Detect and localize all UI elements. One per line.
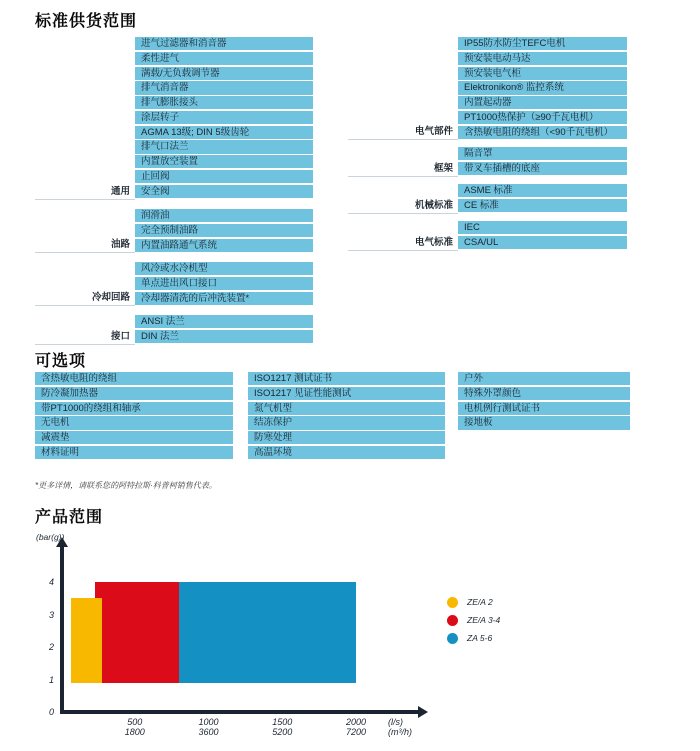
list-item: PT1000热保护（≥90千瓦电机） [458, 111, 627, 124]
list-item: 润滑油 [135, 209, 313, 222]
list-item: 风冷或水冷机型 [135, 262, 313, 275]
group-items-mechanical-standards [458, 184, 627, 214]
y-tick-label: 2 [48, 642, 54, 652]
list-item: 高温环境 [248, 446, 445, 459]
group-items-oil [135, 209, 313, 253]
list-item: 内置油路通气系统 [135, 239, 313, 252]
list-item: 预安装电气柜 [458, 67, 627, 80]
list-item: 带PT1000的绕组和轴承 [35, 402, 233, 415]
supply-group-connection [35, 315, 313, 345]
list-item: 排气膨胀接头 [135, 96, 313, 109]
list-item: 带叉车插槽的底座 [458, 162, 627, 175]
list-item: 防冷凝加热器 [35, 387, 233, 400]
group-label-cooling: 冷却回路 [35, 262, 135, 306]
list-item: 防寒处理 [248, 431, 445, 444]
y-tick-label: 4 [48, 577, 54, 587]
y-tick-label: 3 [48, 609, 54, 620]
list-item: 材料证明 [35, 446, 233, 459]
group-items-electrical [458, 37, 627, 140]
supply-group-cooling [35, 262, 313, 306]
supply-group-frame [348, 147, 627, 177]
list-item: 冷却器清洗的后冲洗装置* [135, 292, 313, 305]
list-item: 含热敏电阻的绕组 [35, 372, 233, 385]
list-item: 特殊外罩颜色 [458, 387, 630, 400]
list-item: 排气口法兰 [135, 140, 313, 153]
list-item: ISO1217 测试证书 [248, 372, 445, 385]
standard-supply-title: 标准供货范围 [35, 13, 138, 30]
group-label-electrical-standards: 电气标准 [348, 221, 458, 251]
supply-group-electrical-standards [348, 221, 627, 251]
list-item: IP55防水防尘TEFC电机 [458, 37, 627, 50]
list-item: AGMA 13级; DIN 5级齿轮 [135, 126, 313, 139]
y-tick-label: 1 [48, 674, 54, 685]
group-label-mechanical-standards: 机械标准 [348, 184, 458, 214]
list-item: Elektronikon® 监控系统 [458, 81, 627, 94]
list-item: ANSI 法兰 [135, 315, 313, 328]
product-range-chart [0, 530, 700, 751]
options-footnote: *更多详情，请联系您的阿特拉斯·科普柯销售代表。 [35, 481, 217, 490]
x-axis-arrow-icon [418, 706, 428, 718]
group-items-cooling [135, 262, 313, 306]
list-item: 完全预制油路 [135, 224, 313, 237]
supply-group-general [35, 37, 313, 200]
list-item: 无电机 [35, 416, 233, 429]
list-item: 内置放空装置 [135, 155, 313, 168]
list-item: 安全阀 [135, 185, 313, 198]
list-item: 含热敏电阻的绕组（<90千瓦电机） [458, 126, 627, 139]
group-items-connection [135, 315, 313, 345]
list-item: 涂层转子 [135, 111, 313, 124]
list-item: 结冻保护 [248, 416, 445, 429]
options-title: 可选项 [35, 353, 87, 370]
group-label-oil: 油路 [35, 209, 135, 253]
range-bar-ze-a-3-4 [95, 582, 179, 683]
x-axis [60, 710, 418, 714]
y-tick-label: 0 [48, 707, 54, 717]
list-item: 预安装电动马达 [458, 52, 627, 65]
list-item: 满载/无负载调节器 [135, 67, 313, 80]
group-label-frame: 框架 [348, 147, 458, 177]
legend-item [447, 632, 500, 644]
group-label-general: 通用 [35, 37, 135, 200]
supply-group-electrical [348, 37, 627, 140]
list-item: 进气过滤器和消音器 [135, 37, 313, 50]
legend-dot-zea34 [447, 615, 458, 626]
legend-label: ZE/A 3-4 [467, 615, 501, 625]
legend-dot-zea2 [447, 597, 458, 608]
range-bar-ze-a-2 [71, 598, 102, 683]
options-column-1 [35, 372, 233, 461]
list-item: DIN 法兰 [135, 330, 313, 343]
list-item: CE 标准 [458, 199, 627, 212]
list-item: 隔音罩 [458, 147, 627, 160]
list-item: IEC [458, 221, 627, 234]
x-tick-label: 1000 3600 [198, 717, 219, 737]
list-item: 减震垫 [35, 431, 233, 444]
list-item: ASME 标准 [458, 184, 627, 197]
supply-group-mechanical-standards [348, 184, 627, 214]
list-item: 氮气机型 [248, 402, 445, 415]
chart-legend [447, 596, 500, 650]
group-items-electrical-standards [458, 221, 627, 251]
legend-dot-za56 [447, 633, 458, 644]
legend-label: ZE/A 2 [467, 597, 493, 607]
range-bar-za-5-6 [179, 582, 356, 683]
legend-item [447, 596, 500, 608]
list-item: 电机例行测试证书 [458, 402, 630, 415]
x-axis-unit-labels: (l/s) (m³/h) [388, 717, 412, 737]
x-tick-label: 500 1800 [124, 717, 145, 737]
group-items-frame [458, 147, 627, 177]
product-range-title: 产品范围 [35, 509, 104, 526]
list-item: 排气消音器 [135, 81, 313, 94]
list-item: ISO1217 见证性能测试 [248, 387, 445, 400]
list-item: 单点进出风口接口 [135, 277, 313, 290]
list-item: 内置起动器 [458, 96, 627, 109]
group-items-general [135, 37, 313, 200]
supply-group-oil [35, 209, 313, 253]
list-item: 止回阀 [135, 170, 313, 183]
group-label-electrical: 电气部件 [348, 37, 458, 140]
legend-item [447, 614, 500, 626]
list-item: 户外 [458, 372, 630, 385]
x-tick-label: 1500 5200 [272, 717, 293, 737]
legend-label: ZA 5-6 [467, 633, 493, 643]
y-axis-unit-label: (bar(g)) [36, 532, 65, 542]
x-tick-label: 2000 7200 [345, 717, 367, 737]
group-label-connection: 接口 [35, 315, 135, 345]
list-item: 柔性进气 [135, 52, 313, 65]
y-axis [60, 546, 64, 714]
list-item: CSA/UL [458, 236, 627, 249]
list-item: 接地板 [458, 416, 630, 429]
options-column-2 [248, 372, 445, 461]
options-column-3 [458, 372, 630, 431]
